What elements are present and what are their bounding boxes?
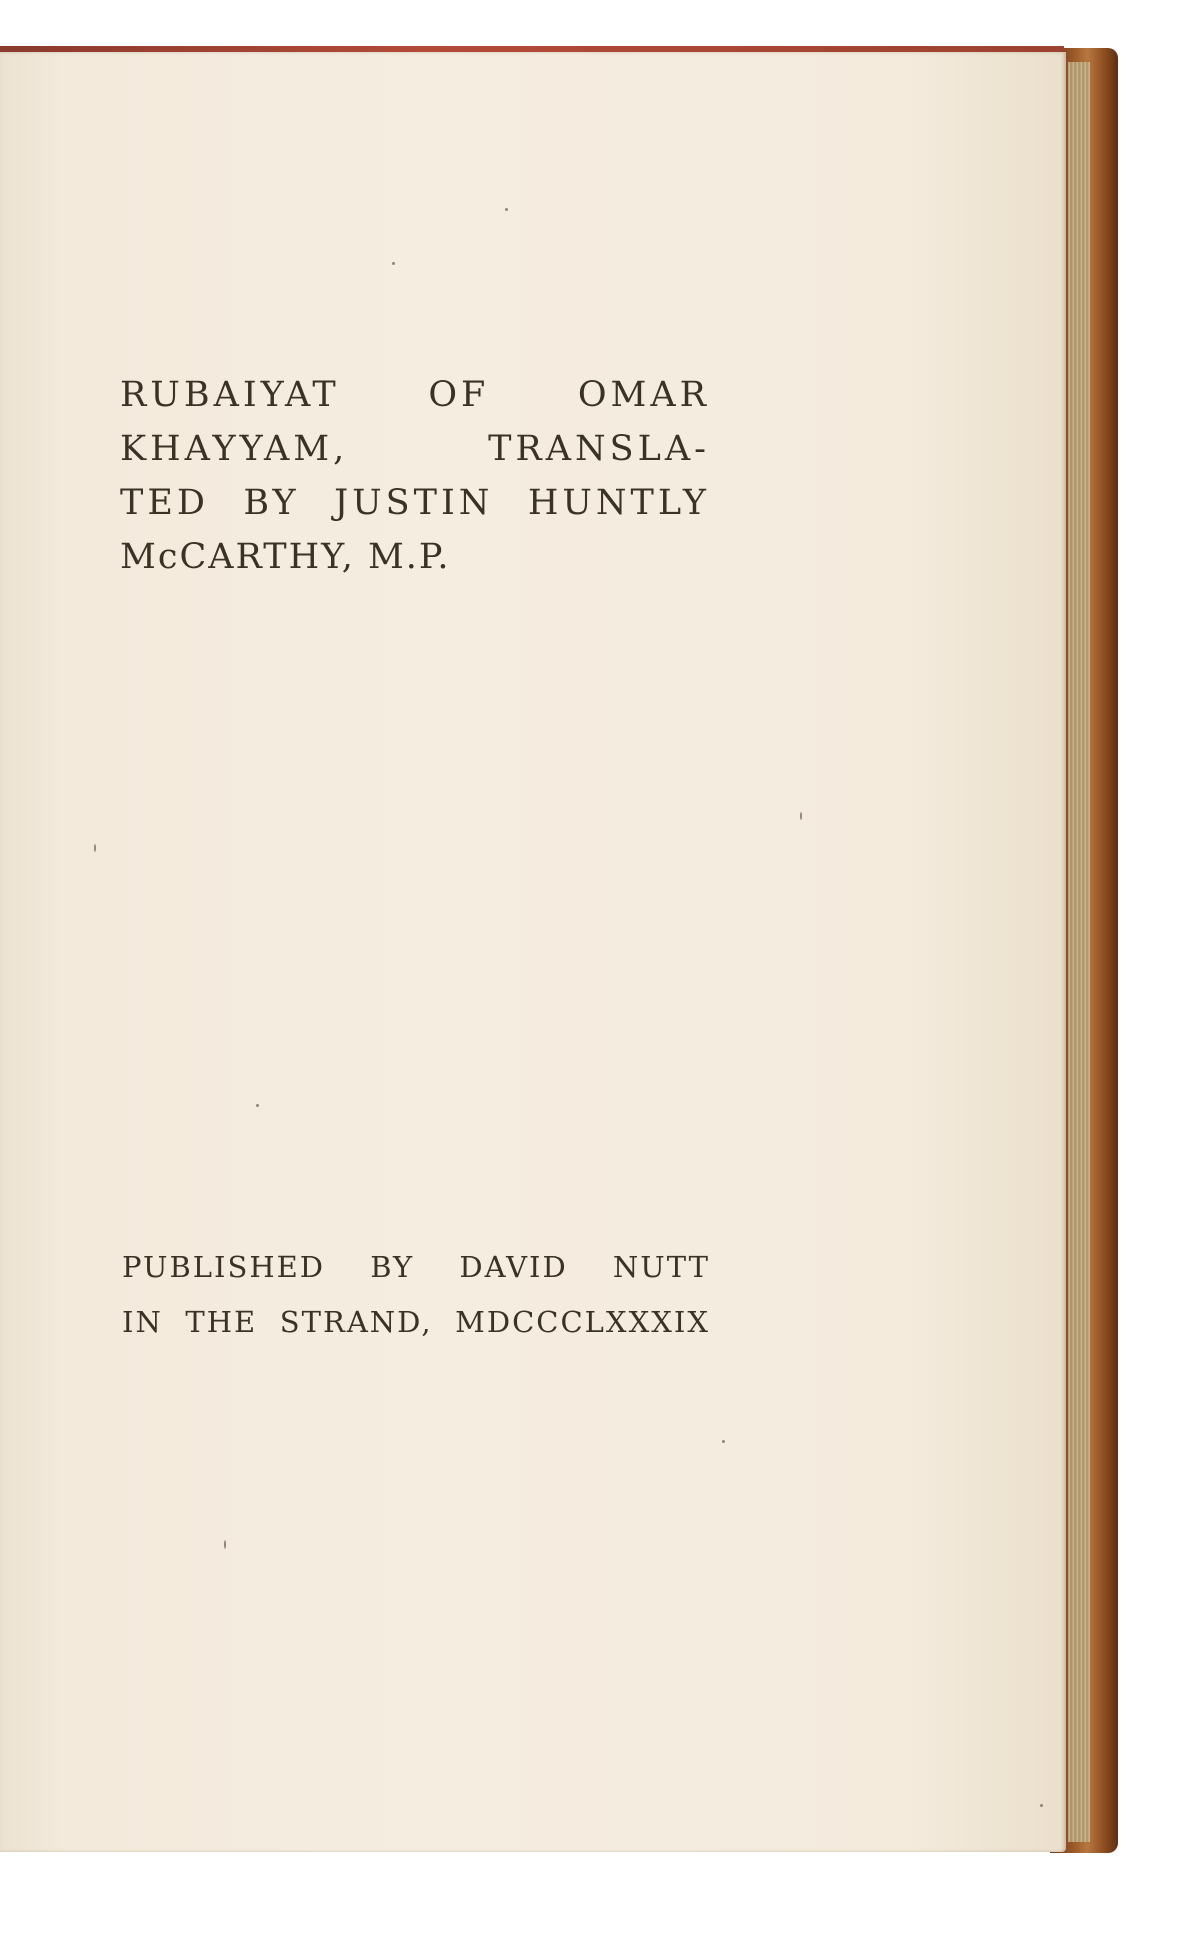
title-word: OMAR	[577, 375, 710, 415]
paper-speck	[505, 208, 508, 211]
imprint-line	[122, 1295, 710, 1350]
paper-speck	[256, 1104, 259, 1107]
title-line	[120, 368, 710, 422]
title-line	[120, 530, 710, 584]
title-word: TED	[120, 483, 209, 523]
book-top-edge	[0, 46, 1064, 52]
imprint-word: NUTT	[612, 1250, 710, 1284]
title-word: RUBAIYAT	[120, 375, 340, 415]
title-word: HUNTLY	[527, 483, 710, 523]
paper-speck	[94, 844, 96, 852]
imprint-word: BY	[370, 1250, 415, 1284]
title-word: JUSTIN	[334, 483, 494, 523]
book-title	[120, 368, 710, 584]
translator-name: McCARTHY, M.P.	[120, 537, 451, 577]
paper-speck	[1040, 1804, 1043, 1807]
paper-speck	[224, 1540, 226, 1549]
title-line	[120, 422, 710, 476]
paper-speck	[392, 262, 395, 265]
title-page	[0, 52, 1066, 1852]
imprint-word: PUBLISHED	[122, 1250, 326, 1284]
title-word: OF	[428, 375, 490, 415]
imprint-word: THE	[185, 1305, 258, 1339]
title-word: TRANSLA-	[488, 429, 710, 469]
imprint-word: STRAND,	[279, 1305, 433, 1339]
paper-speck	[722, 1440, 725, 1443]
imprint-word: IN	[122, 1305, 163, 1339]
imprint-word: MDCCCLXXXIX	[455, 1305, 710, 1339]
paper-speck	[800, 812, 802, 820]
imprint-word: DAVID	[459, 1250, 568, 1284]
imprint-line	[122, 1240, 710, 1295]
title-word: BY	[243, 483, 300, 523]
gilt-page-edges	[1068, 62, 1090, 1842]
title-word: KHAYYAM,	[120, 429, 349, 469]
title-line	[120, 476, 710, 530]
publisher-imprint	[122, 1240, 710, 1350]
